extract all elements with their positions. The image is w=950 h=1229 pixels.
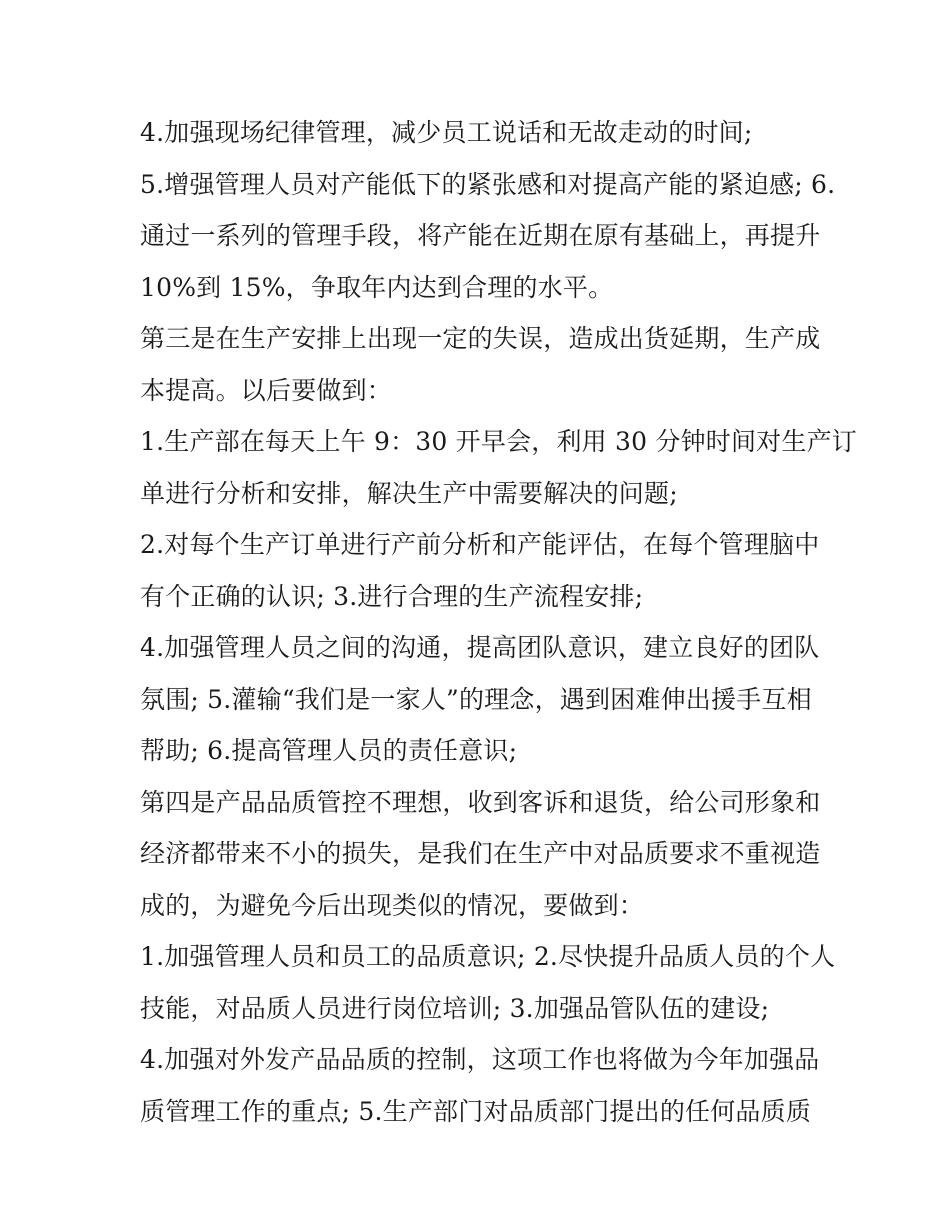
text-line: 成的，为避免今后出现类似的情况，要做到： — [140, 890, 645, 920]
text-line: 通过一系列的管理手段，将产能在近期在原有基础上，再提升 — [140, 221, 821, 250]
text-line: 技能，对品质人员进行岗位培训; 3.加强品管队伍的建设; — [140, 993, 770, 1023]
text-line: 经济都带来不小的损失，是我们在生产中对品质要求不重视造 — [140, 839, 821, 868]
text-line: 2.对每个生产订单进行产前分析和产能评估，在每个管理脑中 — [140, 530, 820, 559]
text-line: 氛围; 5.灌输“我们是一家人”的理念，遇到困难伸出援手互相 — [140, 684, 812, 714]
text-line: 第四是产品品质管控不理想，收到客诉和退货，给公司形象和 — [140, 787, 821, 817]
text-line: 第三是在生产安排上出现一定的失误，造成出货延期，生产成 — [140, 324, 821, 353]
text-line: 4.加强对外发产品品质的控制，这项工作也将做为今年加强品 — [140, 1045, 820, 1074]
document-body — [140, 107, 857, 1137]
text-line: 有个正确的认识; 3.进行合理的生产流程安排; — [140, 581, 644, 611]
text-line: 本提高。以后要做到： — [140, 375, 393, 405]
text-line: 4.加强管理人员之间的沟通，提高团队意识，建立良好的团队 — [140, 633, 820, 662]
text-line: 单进行分析和安排，解决生产中需要解决的问题; — [140, 478, 678, 508]
text-line: 质管理工作的重点; 5.生产部门对品质部门提出的任何品质质 — [140, 1096, 812, 1126]
text-line: 10%到 15%，争取年内达到合理的水平。 — [140, 272, 614, 302]
text-line: 4.加强现场纪律管理，减少员工说话和无故走动的时间; — [140, 118, 753, 147]
text-line: 1.生产部在每天上午 9：30 开早会，利用 30 分钟时间对生产订 — [140, 427, 857, 456]
text-line: 帮助; 6.提高管理人员的责任意识; — [140, 736, 518, 765]
text-line: 5.增强管理人员对产能低下的紧张感和对提高产能的紧迫感; 6. — [140, 169, 836, 199]
text-line: 1.加强管理人员和员工的品质意识; 2.尽快提升品质人员的个人 — [140, 942, 836, 971]
